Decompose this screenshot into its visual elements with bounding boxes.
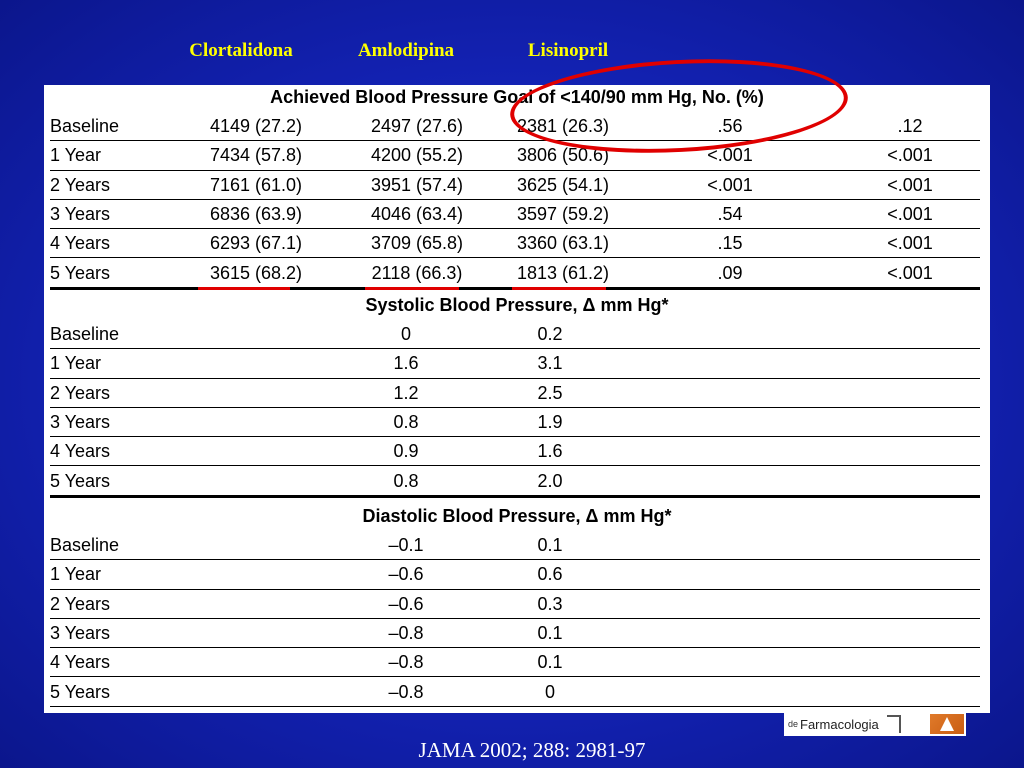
results-table — [44, 85, 990, 713]
table-cell: .54 — [717, 203, 743, 224]
row-label: 4 Years — [50, 652, 111, 673]
table-cell: 0 — [400, 324, 412, 344]
table-cell: 1813 (61.2) — [516, 262, 610, 283]
table-cell: 2118 (66.3) — [371, 262, 463, 283]
table-row — [50, 320, 980, 349]
row-label: 2 Years — [50, 593, 111, 614]
row-label: Baseline — [50, 535, 120, 555]
row-label: 4 Years — [50, 441, 111, 462]
table-cell: <.001 — [887, 145, 933, 166]
table-cell: 7434 (57.8) — [209, 145, 303, 166]
table-cell: –0.1 — [388, 535, 424, 555]
table-row — [50, 560, 980, 589]
citation: JAMA 2002; 288: 2981-97 — [418, 738, 646, 762]
table-cell: .56 — [717, 116, 743, 136]
row-label: 1 Year — [50, 353, 102, 374]
table-cell: 3.1 — [537, 353, 563, 374]
table-cell: 0.8 — [393, 470, 419, 491]
table-cell: <.001 — [707, 145, 753, 166]
row-label: 3 Years — [50, 203, 111, 224]
table-row — [50, 467, 980, 498]
table-cell: –0.8 — [388, 652, 424, 673]
table-cell: 3625 (54.1) — [516, 174, 610, 195]
column-header-amlodipine: Amlodipina — [357, 40, 455, 61]
table-row — [50, 200, 980, 229]
column-header-lisinopril: Lisinopril — [527, 40, 609, 61]
row-label: 5 Years — [50, 681, 111, 702]
table-row — [50, 141, 980, 170]
table-row — [50, 379, 980, 408]
table-cell: .09 — [717, 262, 743, 283]
row-label: Baseline — [50, 116, 120, 136]
table-cell: –0.6 — [388, 593, 424, 614]
table-cell: <.001 — [887, 174, 933, 195]
table-row — [50, 437, 980, 466]
logo-mark-icon — [930, 714, 964, 734]
table-cell: 0.8 — [393, 411, 419, 432]
table-cell: <.001 — [887, 203, 933, 224]
table-row — [50, 590, 980, 619]
table-cell: 1.6 — [393, 353, 419, 374]
table-cell: –0.8 — [388, 622, 424, 643]
table-cell: –0.8 — [388, 681, 424, 702]
section-title: Diastolic Blood Pressure, Δ mm Hg* — [362, 506, 672, 526]
table-cell: 1.9 — [537, 411, 563, 432]
table-row — [50, 229, 980, 258]
row-label: Baseline — [50, 324, 120, 344]
row-label: 4 Years — [50, 233, 111, 254]
table-cell: 0.1 — [537, 622, 563, 643]
table-cell: <.001 — [887, 233, 933, 254]
table-cell: 0.9 — [393, 441, 419, 462]
table-cell: 6293 (67.1) — [209, 233, 303, 254]
highlight-underline-chlorthalidone — [198, 287, 290, 290]
table-cell: 0 — [544, 681, 556, 702]
table-cell: 3615 (68.2) — [209, 262, 303, 283]
table-row — [50, 408, 980, 437]
table-row — [50, 648, 980, 677]
table-cell: 3360 (63.1) — [516, 233, 610, 254]
table-cell: 0.1 — [537, 652, 563, 673]
row-label: 2 Years — [50, 382, 111, 403]
table-cell: 2381 (26.3) — [516, 116, 610, 136]
table-cell: 4200 (55.2) — [370, 145, 464, 166]
table-cell: 6836 (63.9) — [209, 203, 303, 224]
table-cell: 3951 (57.4) — [370, 174, 464, 195]
table-cell: 0.6 — [537, 564, 563, 585]
table-cell: 0.3 — [537, 593, 563, 614]
table-cell: 1.6 — [537, 441, 563, 462]
logo-bracket-icon — [887, 715, 901, 733]
table-cell: <.001 — [887, 262, 933, 283]
table-cell: .15 — [717, 233, 743, 254]
column-headers — [0, 40, 1024, 66]
logo-text: Farmacologia — [800, 716, 879, 732]
section-title: Achieved Blood Pressure Goal of <140/90 mm Hg, No. (%) — [270, 87, 764, 107]
institution-logo — [784, 712, 966, 736]
table-cell: 2497 (27.6) — [370, 116, 464, 136]
table-cell: 7161 (61.0) — [209, 174, 303, 195]
table-cell: <.001 — [707, 174, 753, 195]
table-cell: 3709 (65.8) — [370, 233, 464, 254]
table-cell: 0.1 — [537, 535, 563, 555]
table-cell: 4149 (27.2) — [209, 116, 303, 136]
section-title: Systolic Blood Pressure, Δ mm Hg* — [365, 295, 669, 315]
table-cell: 2.0 — [537, 470, 563, 491]
row-label: 3 Years — [50, 411, 111, 432]
logo-prefix: de — [788, 719, 799, 729]
table-row — [50, 349, 980, 378]
table-cell: 1.2 — [393, 382, 419, 403]
table-cell: 4046 (63.4) — [370, 203, 464, 224]
row-label: 5 Years — [50, 470, 111, 491]
row-label: 1 Year — [50, 564, 102, 585]
table-row — [50, 171, 980, 200]
row-label: 2 Years — [50, 174, 111, 195]
highlight-underline-lisinopril — [512, 287, 606, 290]
row-label: 1 Year — [50, 145, 102, 166]
table-cell: –0.6 — [388, 564, 424, 585]
table-cell: 2.5 — [537, 382, 563, 403]
column-header-chlorthalidone: Clortalidona — [189, 40, 293, 61]
table-cell: 3806 (50.6) — [516, 145, 610, 166]
table-cell: .12 — [897, 116, 923, 136]
table-row — [50, 619, 980, 648]
row-label: 5 Years — [50, 262, 111, 283]
table-row — [50, 678, 980, 707]
table-cell: 3597 (59.2) — [516, 203, 610, 224]
highlight-underline-amlodipine — [365, 287, 459, 290]
table-row — [50, 259, 980, 290]
table-cell: 0.2 — [537, 324, 563, 344]
row-label: 3 Years — [50, 622, 111, 643]
table-row — [50, 531, 980, 560]
